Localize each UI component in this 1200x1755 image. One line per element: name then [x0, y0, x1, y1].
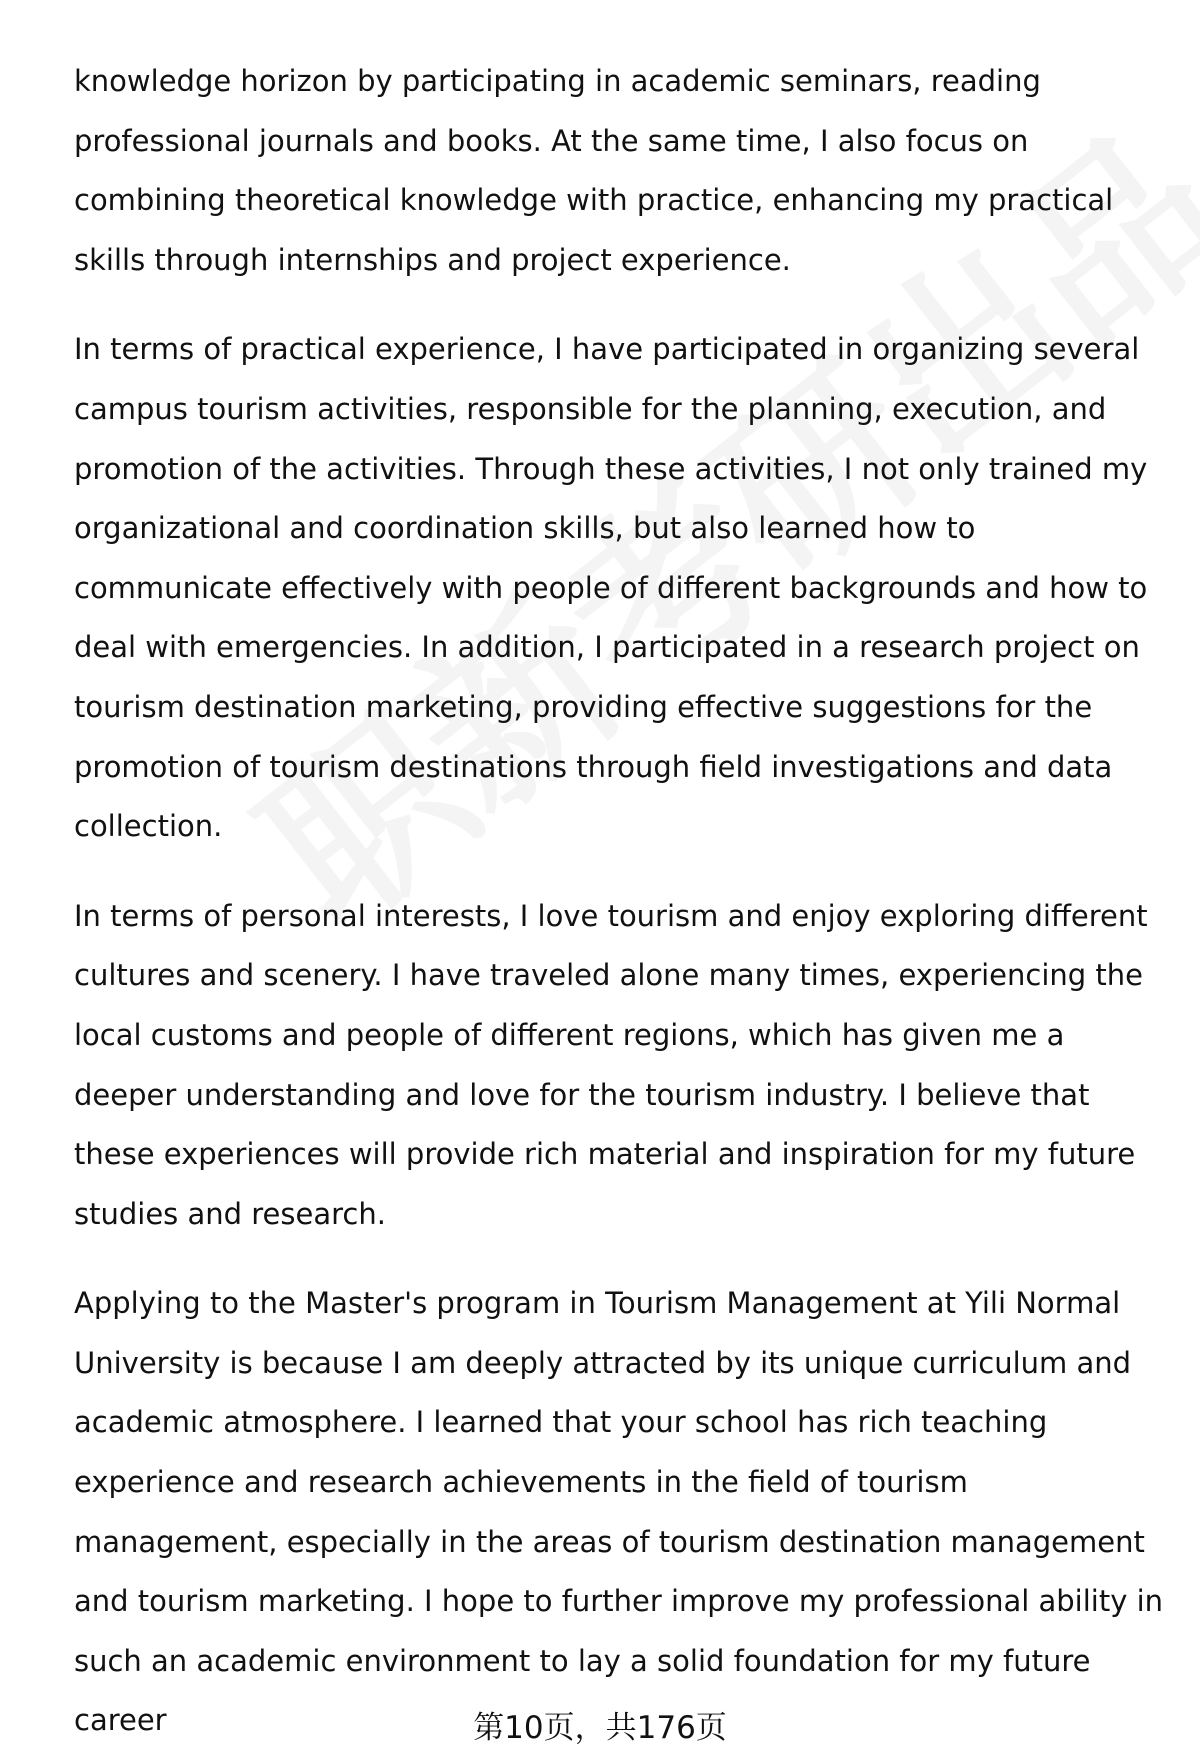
page-footer: 第10页，共176页 — [473, 1710, 727, 1746]
paragraph-1: knowledge horizon by participating in academic seminars, reading professional journals and books. At the same time, I also focus on combining theoretical knowledge with practice, enhancing my practical skills through internships and project experience. — [74, 64, 1114, 277]
paragraph-3: In terms of personal interests, I love tourism and enjoy exploring different cultures and scenery. I have traveled alone many times, experiencing the local customs and people of different regions, which has given me a deeper understanding and love for the tourism industry. I believe that these experiences will provide rich material and inspiration for my future studies and research. — [74, 898, 1148, 1231]
paragraph-4: Applying to the Master's program in Tourism Management at Yili Normal University is because I am deeply attracted by its unique curriculum and academic atmosphere. I learned that your school has rich teaching experience and research achievements in the field of tourism management, especially in the areas of tourism destination management and tourism marketing. I hope to further improve my professional ability in such an academic environment to lay a solid foundation for my future career — [74, 1286, 1164, 1738]
document-body — [74, 52, 1164, 1755]
paragraph-2: In terms of practical experience, I have participated in organizing several campus tourism activities, responsible for the planning, execution, and promotion of the activities. Through these activities, I not only trained my organizational and coordination skills, but also learned how to communicate effectively with people of different backgrounds and how to deal with emergencies. In addition, I participated in a research project on tourism destination marketing, providing effective suggestions for the promotion of tourism destinations through field investigations and data collection. — [74, 332, 1148, 844]
